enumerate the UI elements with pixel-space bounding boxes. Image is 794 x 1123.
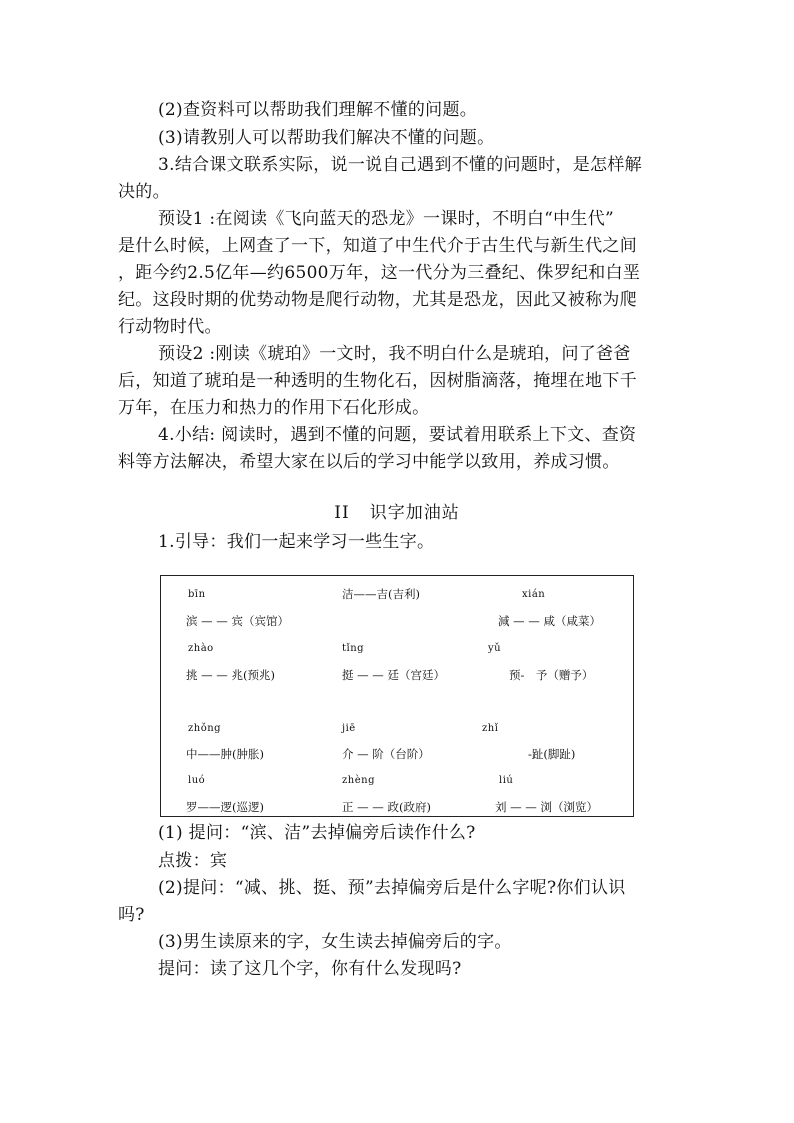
- text-line: (3)男生读原来的字，女生读去掉偏旁后的字。: [158, 932, 512, 952]
- text-line: 料等方法解决，希望大家在以后的学习中能学以致用，养成习惯。: [118, 452, 620, 472]
- character-pair: 介 — 阶（台阶）: [342, 747, 430, 761]
- pinyin: jiē: [342, 723, 356, 734]
- text-line: ，距今约2.5亿年—约6500万年，这一代分为三叠纪、侏罗纪和白垩: [118, 263, 641, 283]
- pinyin: zhèng: [342, 775, 375, 786]
- text-line: 后，知道了琥珀是一种透明的生物化石，因树脂滴落，掩埋在地下千: [118, 371, 637, 391]
- text-line: 点拨：宾: [158, 851, 228, 871]
- section-heading: [0, 500, 794, 526]
- text-line: 4.小结: 阅读时，遇到不懂的问题，要试着用联系上下文、查资: [158, 425, 637, 445]
- character-pair: 正 — — 政(政府): [342, 800, 431, 814]
- character-table: [160, 575, 634, 817]
- character-pair: 減 — — 咸（咸菜）: [498, 614, 601, 628]
- pinyin: luó: [188, 775, 206, 786]
- character-pair: 预- 予（赠予）: [509, 668, 594, 682]
- pinyin: zhǐ: [482, 723, 499, 734]
- text-line: 提问：读了这几个字，你有什么发现吗?: [158, 959, 462, 979]
- text-line: (2)提问：“减、挑、挺、预”去掉偏旁后是什么字呢?你们认识: [158, 878, 626, 898]
- character-pair: 挑 — — 兆(预兆): [186, 668, 275, 682]
- character-pair: 中——肿(肿胀): [186, 747, 264, 761]
- pinyin: liú: [499, 775, 514, 786]
- text-line: 行动物时代。: [118, 317, 222, 337]
- text-line: 预设2 :刚读《琥珀》一文时，我不明白什么是琥珀，问了爸爸: [158, 344, 631, 364]
- text-line: (1) 提问：“滨、洁”去掉偏旁后读作什么?: [158, 823, 476, 843]
- text-line: (3)请教别人可以帮助我们解决不懂的问题。: [158, 128, 495, 148]
- text-line: 决的。: [118, 182, 170, 202]
- pinyin: tǐng: [342, 643, 365, 654]
- pinyin: bīn: [188, 589, 206, 600]
- text-line: 是什么时候，上网查了一下，知道了中生代介于古生代与新生代之间: [118, 236, 637, 256]
- section-title: 识字加油站: [369, 503, 460, 523]
- pinyin: yǔ: [488, 643, 502, 654]
- text-line: 3.结合课文联系实际，说一说自己遇到不懂的问题时，是怎样解: [158, 155, 642, 175]
- character-pair: 罗——逻(巡逻): [186, 800, 264, 814]
- character-pair: 刘 — — 浏（浏览）: [495, 800, 598, 814]
- character-pair: 挺 — — 廷（宫廷）: [342, 668, 445, 682]
- character-pair: -趾(脚趾): [528, 747, 576, 761]
- text-line: 预设1 :在阅读《飞向蓝天的恐龙》一课时，不明白“中生代”: [158, 209, 615, 229]
- text-line: (2)查资料可以帮助我们理解不懂的问题。: [158, 100, 478, 120]
- intro-line: 1.引导：我们一起来学习一些生字。: [158, 532, 435, 552]
- pinyin: xián: [522, 589, 546, 600]
- text-line: 吗?: [118, 905, 145, 925]
- text-line: 万年，在压力和热力的作用下石化形成。: [118, 398, 430, 418]
- pinyin: zhào: [188, 643, 214, 654]
- character-pair: 洁——吉(吉利): [342, 587, 420, 601]
- character-pair: 滨 — — 宾（宾馆）: [186, 614, 289, 628]
- pinyin: zhǒng: [188, 723, 222, 734]
- text-line: 纪。这段时期的优势动物是爬行动物，尤其是恐龙，因此又被称为爬: [118, 290, 637, 310]
- section-number: II: [334, 503, 350, 523]
